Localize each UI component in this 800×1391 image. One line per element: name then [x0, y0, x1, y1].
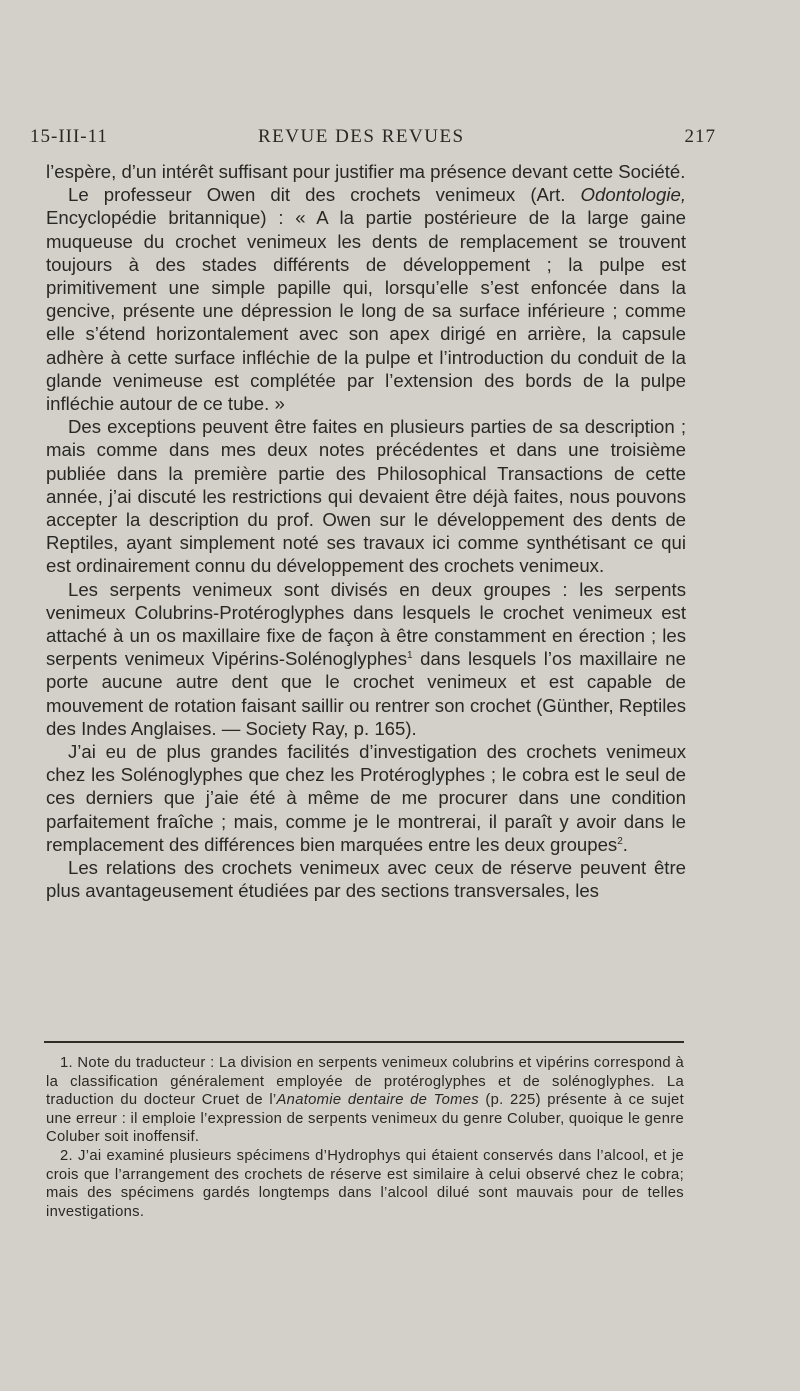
text-segment: Encyclopédie britannique) : « A la partie postérieure de la large gaine muqueuse du crochet venimeux les dents de remplacement se trouvent toujours à des stades différents de développement ; la pulpe est primitivement une simple papille qui, lorsqu’elle s’est enfoncée dans la gencive, présente une dépression le long de sa surface inférieure ; comme elle s’étend horizontalement avec son apex dirigé en arrière, la capsule adhère à cette surface infléchie de la pulpe et l’introduction du conduit de la glande venimeuse est complétée par l’extension des bords de la pulpe infléchie autour de ce tube. » [46, 207, 686, 415]
text-segment: Les serpents venimeux sont divisés en deux groupes : les serpents venimeux Colubrins-Protéroglyphes dans lesquels le crochet venimeux est attaché à un os maxillaire fixe de façon à être constamment en érection ; les serpents venimeux Vipérins-Solénoglyphes [46, 578, 686, 670]
text-segment: (p. 225) présente à ce sujet une erreur : il emploie l’expression de serpents venimeux du genre Coluber, quoique le genre Coluber soit inoffensif. [46, 1092, 684, 1146]
paragraph-investigation [46, 740, 686, 856]
text-segment: J’ai eu de plus grandes facilités d’investigation des crochets venimeux chez les Solénoglyphes que chez les Protéroglyphes ; le cobra est le seul de ces derniers que j’aie été à même de me procurer dans une condition parfaitement fraîche ; mais, comme je le montrerai, il paraît y avoir dans le remplacement des différences bien marquées entre les deux groupes [46, 741, 686, 855]
text-segment: . [622, 833, 628, 855]
italic-title: Odontologie, [580, 184, 686, 206]
footnote-ref-1: 1 [407, 650, 413, 662]
main-text [46, 160, 686, 903]
paragraph-owen-quote [46, 183, 686, 415]
footnote-2: 2. J’ai examiné plusieurs spécimens d’Hydrophys qui étaient conservés dans l’alcool, et je crois que l’arrangement des crochets de réserve est similaire à celui observé chez le cobra; mais des spécimens gardés longtemps dans l’alcool dilué sont mauvais pour de telles investigations. [46, 1147, 684, 1220]
text-segment: Le professeur Owen dit des crochets venimeux (Art. [68, 184, 581, 206]
paragraph-relations: Les relations des crochets venimeux avec ceux de réserve peuvent être plus avantageusement étudiées par des sections transversales, les [46, 857, 686, 902]
text-segment: 1. Note du traducteur : La division en serpents venimeux colubrins et vipérins correspond à la classification généralement employée de protéroglyphes et de solénoglyphes. La traduction du docteur Cruet de l’ [46, 1055, 684, 1109]
paragraph-continued: l’espère, d’un intérêt suffisant pour justifier ma présence devant cette Société. [46, 161, 686, 182]
footnote-separator [44, 1041, 684, 1043]
text-segment: dans lesquels l’os maxillaire ne porte aucune autre dent que le crochet venimeux et est capable de mouvement de rotation faisant saillir ou rentrer son crochet (Günther, Reptiles des Indes Anglaises. — Society Ray, p. 165). [46, 648, 686, 739]
paragraph-groups [46, 578, 686, 740]
journal-title: REVUE DES REVUES [258, 126, 465, 147]
footnote-1 [46, 1054, 684, 1147]
footnote-ref-2: 2 [617, 835, 623, 847]
issue-number: 15-III-11 [30, 126, 108, 147]
italic-title: Anatomie dentaire de Tomes [276, 1092, 479, 1109]
running-header [30, 126, 716, 152]
page-number: 217 [684, 126, 716, 147]
footnotes [46, 1054, 684, 1221]
paragraph-exceptions: Des exceptions peuvent être faites en plusieurs parties de sa description ; mais comme dans mes deux notes précédentes et dans une troisième publiée dans la première partie des Philosophical Transactions de cette année, j’ai discuté les restrictions qui devaient être déjà faites, nous pouvons accepter la description du prof. Owen sur le développement des dents de Reptiles, ayant simplement noté ses travaux ici comme synthétisant ce qui est ordinairement connu du développement des crochets venimeux. [46, 416, 686, 577]
